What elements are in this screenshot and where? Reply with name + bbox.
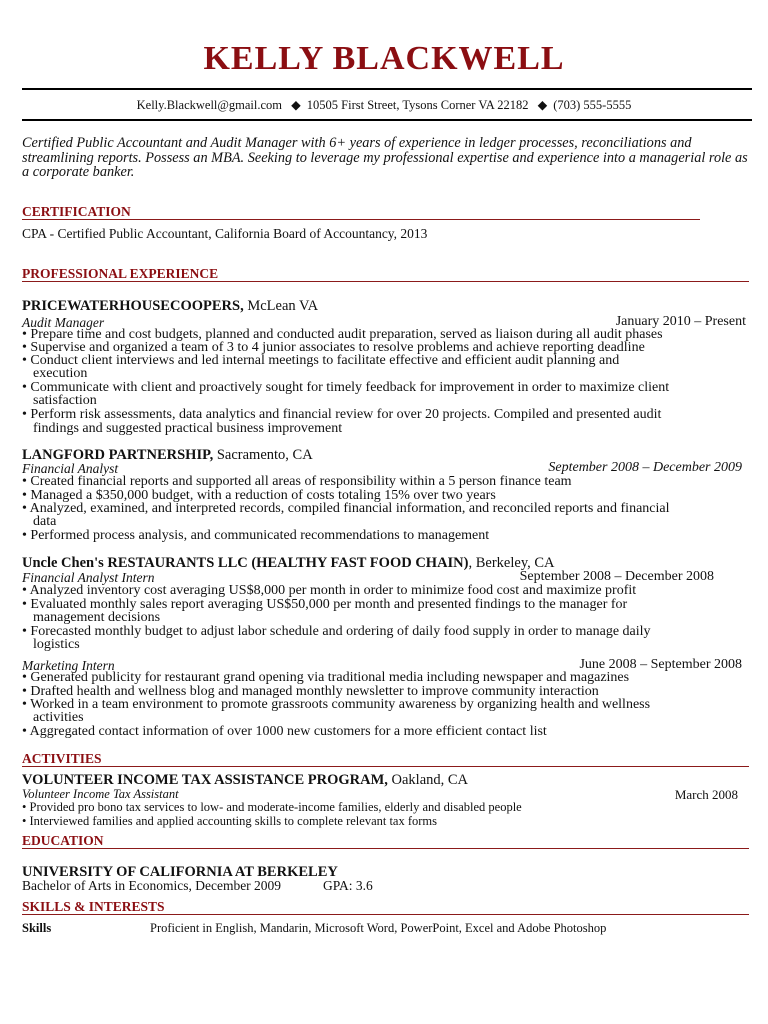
list-item: • Communicate with client and proactively sought for timely feedback for improvement in order to maximize client [22,380,670,395]
diamond-icon: ◆ [291,98,301,112]
job-dates: June 2008 – September 2008 [579,657,742,672]
certification-heading: CERTIFICATION [22,204,131,219]
header-rule [22,88,752,90]
skills-rule [22,914,749,915]
address: 10505 First Street, Tysons Corner VA 22182 [306,98,529,112]
org-location: Oakland, CA [391,772,469,788]
job-role: Financial Analyst [22,461,119,476]
skills-label: Skills [22,921,52,935]
job-dates: September 2008 – December 2008 [519,569,714,584]
list-item: • Conduct client interviews and led internal meetings to facilitate effective and efficient audit planning and [22,353,620,368]
experience-heading: PROFESSIONAL EXPERIENCE [22,266,219,281]
job-role: Marketing Intern [22,658,115,673]
list-item: • Aggregated contact information of over 1000 new customers for a more efficient contact list [22,724,547,739]
contact-rule [22,119,752,121]
education-heading: EDUCATION [22,833,104,848]
company-location: McLean VA [247,298,319,314]
job-role: Financial Analyst Intern [22,570,155,585]
degree: Bachelor of Arts in Economics, December 2009 [22,878,282,893]
company-pwc [22,298,318,315]
list-item: • Managed a $350,000 budget, with a reduction of costs totaling 15% over two years [22,488,496,503]
list-item: • Forecasted monthly budget to adjust labor schedule and ordering of daily food supply in order to manage daily [22,624,651,639]
activities-rule [22,766,749,767]
list-item: • Provided pro bono tax services to low- and moderate-income families, elderly and disabled people [22,800,522,814]
skills-text: Proficient in English, Mandarin, Microsoft Word, PowerPoint, Excel and Adobe Photoshop [150,921,607,935]
list-item: • Prepare time and cost budgets, planned and conducted audit preparation, served as liaison during all audit phases [22,327,663,342]
phone: (703) 555-5555 [553,98,632,112]
activities-heading: ACTIVITIES [22,751,102,766]
gpa: GPA: 3.6 [323,878,373,893]
list-item: • Analyzed inventory cost averaging US$8,000 per month in order to minimize food cost and maximize profit [22,583,637,598]
list-item: • Supervise and organized a team of 3 to 4 junior associates to resolve problems and achieve reporting deadline [22,340,645,355]
activity-role: Volunteer Income Tax Assistant [22,787,179,801]
diamond-icon: ◆ [537,98,548,112]
list-item-cont: satisfaction [33,393,97,408]
list-item-cont: management decisions [33,610,161,625]
list-item: • Analyzed, examined, and interpreted records, compiled financial information, and reconciled reports and financial [22,501,670,516]
list-item: • Created financial reports and supported all areas of responsibility within a 5 person finance team [22,474,572,489]
list-item: • Interviewed families and applied accounting skills to complete relevant tax forms [22,814,438,828]
list-item-cont: execution [33,366,88,381]
list-item: • Drafted health and wellness blog and managed monthly newsletter to improve community interaction [22,684,599,699]
org-name: VOLUNTEER INCOME TAX ASSISTANCE PROGRAM, [22,772,388,788]
company-location: Sacramento, CA [216,447,313,463]
list-item-cont: findings and suggested practical business improvement [33,421,343,436]
email[interactable]: Kelly.Blackwell@gmail.com [136,98,283,112]
list-item: • Worked in a team environment to promote grassroots community awareness by organizing health and wellness [22,697,651,712]
school-name: UNIVERSITY OF CALIFORNIA AT BERKELEY [22,864,338,880]
education-rule [22,848,749,849]
contact-line [0,97,768,113]
list-item-cont: logistics [33,637,80,652]
activity-date: March 2008 [674,787,738,802]
certification-rule [22,219,700,220]
experience-rule [22,281,749,282]
list-item-cont: data [33,514,57,529]
skills-heading: SKILLS & INTERESTS [22,899,165,914]
job-dates: September 2008 – December 2009 [548,460,742,475]
company-location: , Berkeley, CA [468,555,555,571]
summary: Certified Public Accountant and Audit Manager with 6+ years of experience in ledger processes, reconciliations and streamlining reports. Possess an MBA. Seeking to leverage my professional expertise and experience into a managerial role as a corporate banker. [22,135,748,180]
list-item: • Performed process analysis, and communicated recommendations to management [22,528,490,543]
list-item: • Perform risk assessments, data analytics and financial review for over 20 projects. Compiled and presented audit [22,407,662,422]
list-item: • Evaluated monthly sales report averaging US$50,000 per month and presented findings to the manager for [22,597,628,612]
job-role: Audit Manager [22,315,105,330]
list-item: • Generated publicity for restaurant grand opening via traditional media including newspaper and magazines [22,670,630,685]
company-name: Uncle Chen's RESTAURANTS LLC (HEALTHY FAST FOOD CHAIN) [22,555,469,571]
job-dates: January 2010 – Present [615,314,746,329]
company-name: PRICEWATERHOUSECOOPERS, [22,298,244,314]
certification-text: CPA - Certified Public Accountant, California Board of Accountancy, 2013 [22,226,428,241]
resume-name: KELLY BLACKWELL [203,40,565,77]
company-name: LANGFORD PARTNERSHIP, [22,447,214,463]
list-item-cont: activities [33,710,84,725]
